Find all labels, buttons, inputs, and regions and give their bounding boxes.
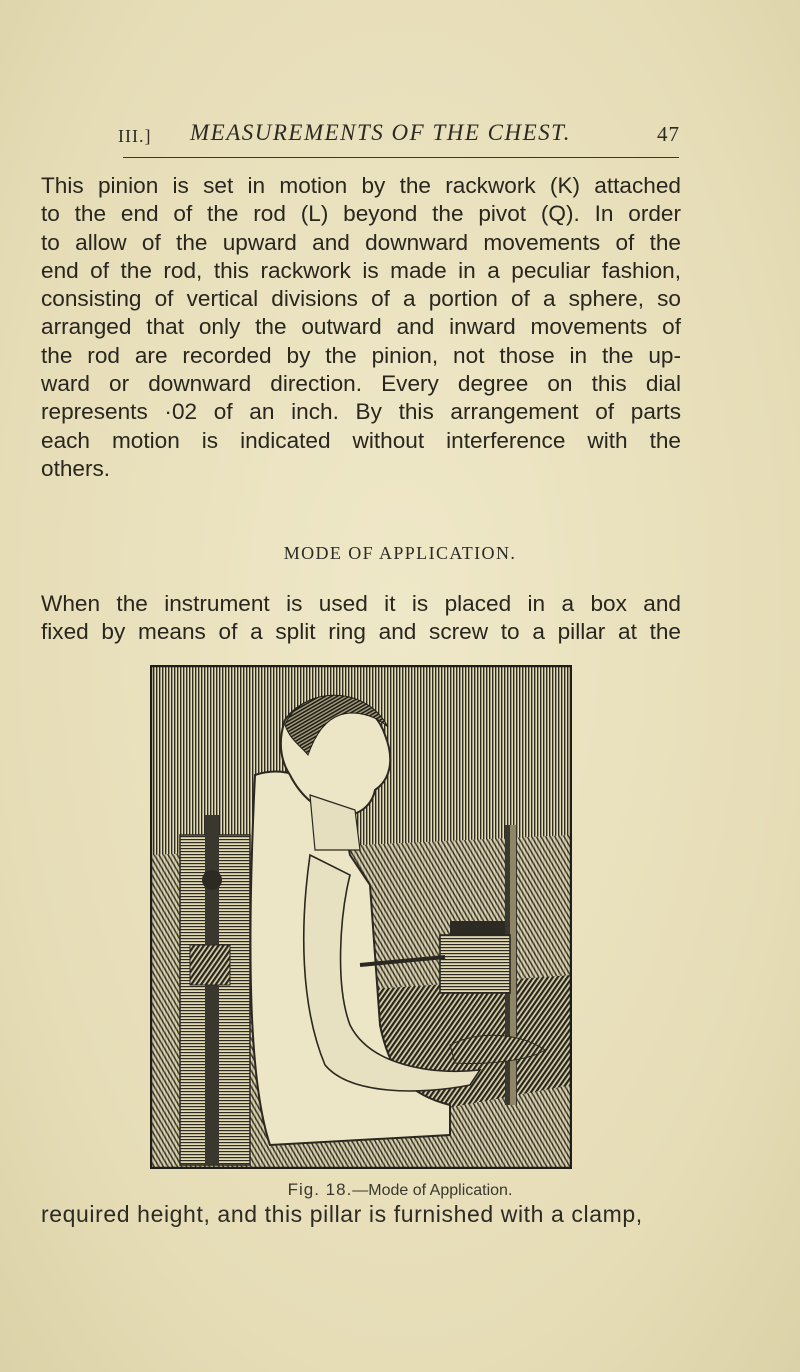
figure-caption-text: —Mode of Application.	[352, 1182, 513, 1199]
continuation-line: required height, and this pillar is furnished with a clamp,	[41, 1201, 643, 1227]
paragraph-2	[41, 590, 681, 647]
text-line: When the instrument is used it is placed in a box and	[41, 591, 681, 616]
text-line: others.	[41, 455, 111, 481]
text-line: fixed by means of a split ring and screw to a pillar at the	[41, 619, 681, 645]
text-line: to allow of the upward and downward movements of the	[41, 229, 681, 255]
text-line: arranged that only the outward and inward movements of	[41, 314, 681, 340]
page-number: 47	[657, 122, 680, 146]
figure-caption	[0, 1180, 800, 1200]
text-line: represents ·02 of an inch. By this arrangement of parts	[41, 399, 681, 425]
running-head	[118, 120, 680, 150]
section-heading: MODE OF APPLICATION.	[283, 543, 517, 563]
text-line: consisting of vertical divisions of a portion of a sphere, so	[41, 286, 681, 312]
header-rule	[123, 157, 679, 158]
text-line: end of the rod, this rackwork is made in a peculiar fashion,	[41, 257, 681, 283]
text-line: the rod are recorded by the pinion, not those in the up-	[41, 342, 681, 368]
paragraph-1	[41, 172, 681, 483]
text-line: This pinion is set in motion by the rackwork (K) attached	[41, 173, 681, 198]
text-line: ward or downward direction. Every degree on this dial	[41, 371, 681, 397]
chapter-number: III.]	[118, 126, 152, 146]
chapter-title: MEASUREMENTS OF THE CHEST.	[190, 120, 572, 145]
engraving-illustration	[150, 665, 572, 1169]
figure-label: Fig. 18.	[287, 1180, 353, 1199]
text-line: to the end of the rod (L) beyond the pivot (Q). In order	[41, 201, 681, 227]
text-line: each motion is indicated without interference with the	[41, 427, 681, 453]
